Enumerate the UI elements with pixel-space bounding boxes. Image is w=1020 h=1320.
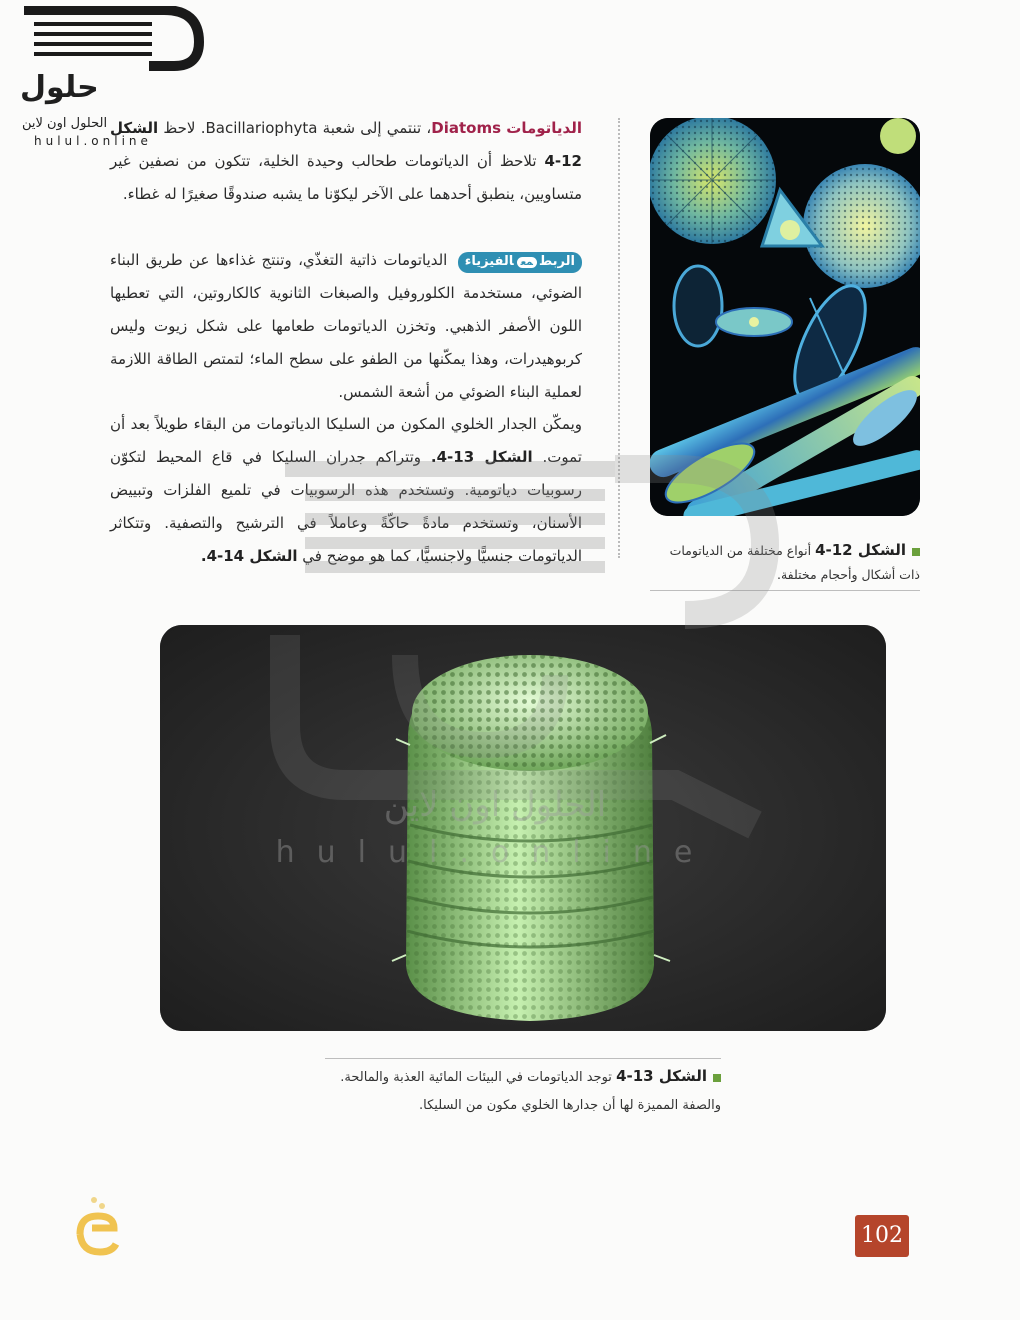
term-diatoms-en: Diatoms	[431, 119, 501, 137]
figure-13-caption-text: توجد الدياتومات في البيئات المائية العذبة والمالحة. والصفة المميزة لها أن جدارها الخلوي مكون من السليكا.	[340, 1070, 721, 1113]
paragraph-diatoms-intro	[110, 112, 582, 211]
term-diatoms: الدياتومات	[506, 119, 582, 137]
badge-sub-label: مع	[517, 257, 537, 268]
figure-13-label: الشكل 13-4	[616, 1067, 707, 1085]
publisher-logo-icon	[74, 1190, 124, 1260]
paragraph-text: ، تنتمي إلى شعبة Bacillariophyta. لاحظ	[163, 119, 432, 137]
page-number: 102	[855, 1215, 909, 1257]
paragraph-silica-wall	[110, 408, 582, 573]
logo-arabic-subtitle: الحلول اون لاين	[22, 116, 108, 131]
paragraph-text: تلاحظ أن الدياتومات طحالب وحيدة الخلية، تتكون من نصفين غير متساويين، ينطبق أحدهما على الآخر ليكوّنا ما يشبه صندوقًا صغيرًا له غطاء.	[110, 152, 582, 203]
diatom-sem-image	[160, 625, 886, 1031]
paragraph-text: وتتراكم جدران السليكا في قاع المحيط لتكوّن رسوبيات دياتومية. وتستخدم هذه الرسوبيات في تلميع الفلزات وتبييض الأسنان، وتستخدم مادةً حاكّةً وعاملاً في الترشيح والتصفية. وتتكاثر الدياتومات جنسيًّا ولاجنسيًّا، كما هو موضح في	[110, 448, 582, 565]
paragraph-physics-link	[110, 244, 582, 409]
paragraph-text: ويمكّن الجدار الخلوي المكون من السليكا الدياتومات من البقاء طويلاً بعد أن تموت.	[110, 415, 582, 466]
watermark-arabic: الحلول اون لاين	[383, 785, 607, 825]
badge-field-label: الفيزياء	[464, 254, 514, 269]
figure-12-label: الشكل 12-4	[815, 541, 906, 559]
logo-word: حلول	[20, 70, 99, 105]
logo-english-subtitle: hulul.online	[34, 134, 152, 148]
caption-rule	[650, 590, 920, 591]
figure-13-caption	[325, 1062, 721, 1120]
figure-12-caption-text: أنواع مختلفة من الدياتومات ذات أشكال وأحجام مختلفة.	[669, 543, 920, 582]
figure-reference: الشكل 12-4	[110, 119, 582, 170]
paragraph-text: الدياتومات ذاتية التغذّي، وتنتج غذاءها عن طريق البناء الضوئي، مستخدمة الكلوروفيل والصبغات الثانوية كالكاروتين، التي تعطيها اللون الأصفر الذهبي. وتخزن الدياتومات طعامها على شكل زيوت وليس كربوهيدرات، وهذا يمكّنها من الطفو على سطح الماء؛ لتمتص الطاقة اللازمة لعملية البناء الضوئي من أشعة الشمس.	[110, 251, 582, 401]
caption-rule	[325, 1058, 721, 1059]
badge-main-label: الربط	[540, 254, 575, 269]
logo-stripes-icon	[14, 6, 204, 76]
column-divider	[618, 118, 620, 558]
watermark-english: hulul.online	[275, 835, 715, 870]
caption-bullet-icon	[713, 1074, 721, 1082]
figure-diatom-sem	[160, 625, 886, 1031]
figure-diatom-varieties	[650, 118, 920, 516]
figure-reference: الشكل 13-4.	[430, 448, 533, 466]
diatom-micrograph-image	[650, 118, 920, 516]
physics-link-badge[interactable]	[458, 252, 582, 273]
figure-12-caption	[650, 538, 920, 587]
figure-reference: الشكل 14-4.	[200, 547, 298, 565]
caption-bullet-icon	[912, 548, 920, 556]
